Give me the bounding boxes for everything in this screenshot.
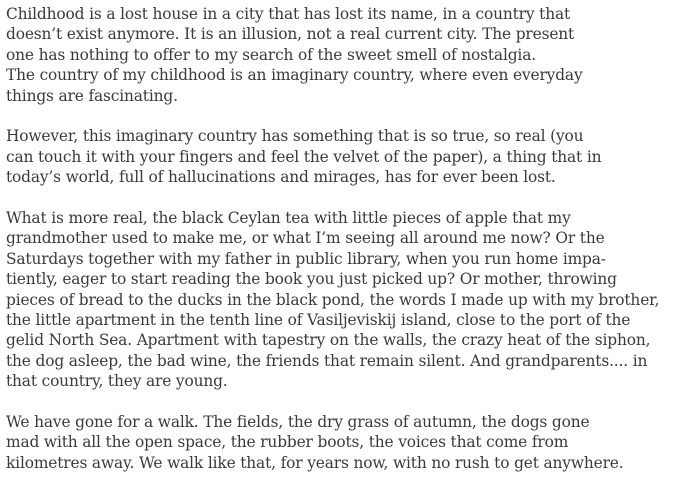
text-line: can touch it with your fingers and feel the velvet of the paper), a thing that in <box>6 147 602 166</box>
text-line: today’s world, full of hallucinations and mirages, has for ever been lost. <box>6 168 556 187</box>
paragraph-2 <box>6 126 696 187</box>
text-line: the dog asleep, the bad wine, the friends that remain silent. And grandparents.... in <box>6 351 648 370</box>
text-line: Saturdays together with my father in public library, when you run home impa- <box>6 249 606 268</box>
text-line: doesn’t exist anymore. It is an illusion, not a real current city. The present <box>6 25 575 44</box>
text-line: We have gone for a walk. The fields, the dry grass of autumn, the dogs gone <box>6 413 590 432</box>
text-line: one has nothing to offer to my search of the sweet smell of nostalgia. <box>6 45 536 64</box>
text-line: The country of my childhood is an imaginary country, where even everyday <box>6 66 583 85</box>
text-line: pieces of bread to the ducks in the black pond, the words I made up with my brother, <box>6 290 660 309</box>
text-line: What is more real, the black Ceylan tea with little pieces of apple that my <box>6 209 571 228</box>
paragraph-3 <box>6 208 696 392</box>
text-line: Childhood is a lost house in a city that has lost its name, in a country that <box>6 5 571 23</box>
paragraph-1 <box>6 4 696 106</box>
text-line: things are fascinating. <box>6 86 178 105</box>
text-line: the little apartment in the tenth line of Vasiljeviskij island, close to the port of the <box>6 311 631 330</box>
text-line: that country, they are young. <box>6 372 228 391</box>
text-line: grandmother used to make me, or what I’m seeing all around me now? Or the <box>6 229 605 248</box>
document-body <box>6 4 696 494</box>
text-line: mad with all the open space, the rubber boots, the voices that come from <box>6 433 569 452</box>
text-line: kilometres away. We walk like that, for years now, with no rush to get anywhere. <box>6 453 624 472</box>
text-line: However, this imaginary country has something that is so true, so real (you <box>6 127 584 146</box>
paragraph-4 <box>6 412 696 473</box>
text-line: gelid North Sea. Apartment with tapestry on the walls, the crazy heat of the siphon, <box>6 331 651 350</box>
text-line: tiently, eager to start reading the book you just picked up? Or mother, throwing <box>6 270 617 289</box>
